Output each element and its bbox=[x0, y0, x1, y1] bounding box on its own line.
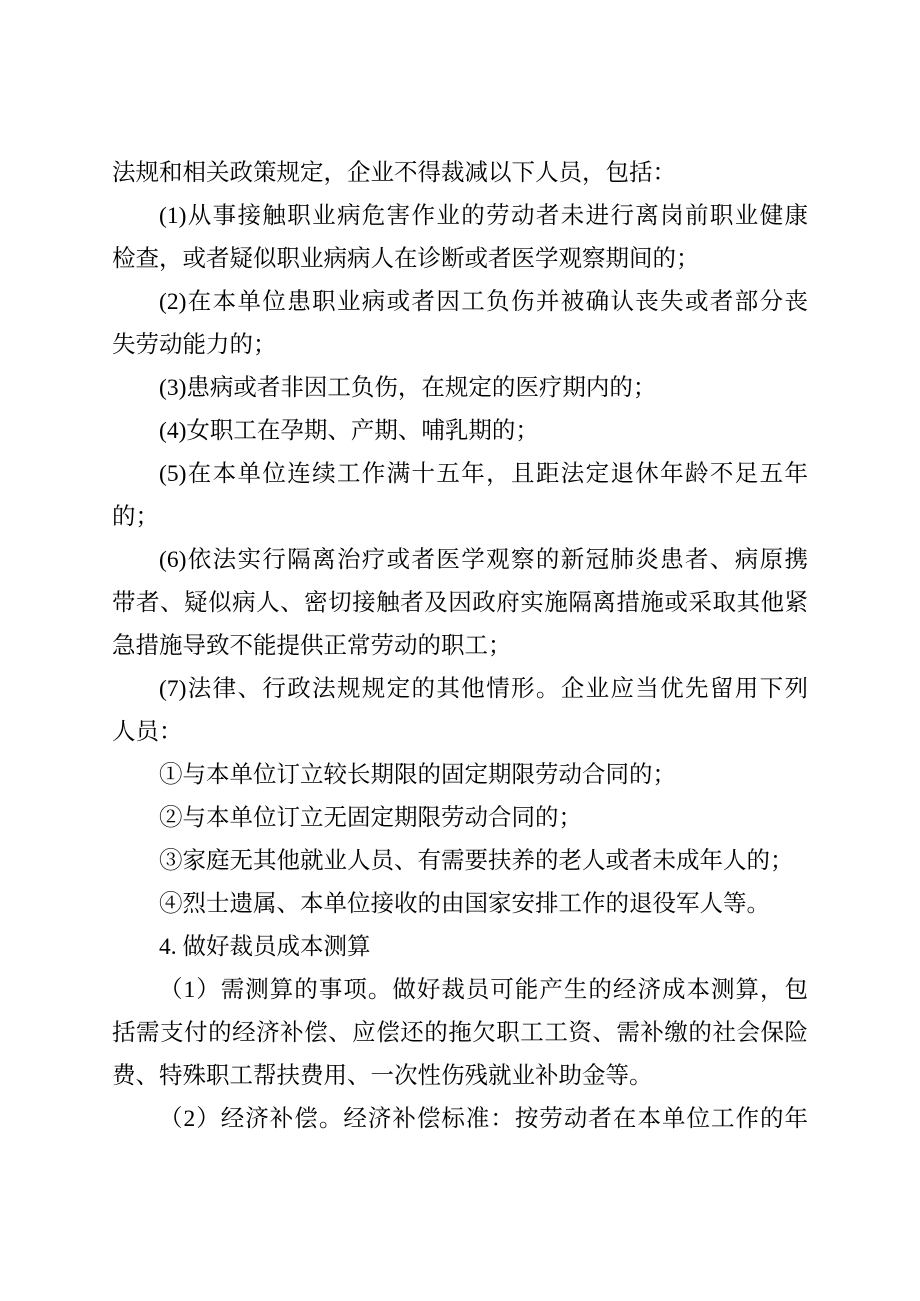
text-line: 的； bbox=[112, 504, 159, 530]
text-line: 法规和相关政策规定，企业不得裁减以下人员，包括： bbox=[112, 160, 676, 186]
text-line: ②与本单位订立无固定期限劳动合同的； bbox=[159, 805, 582, 831]
text-line: （1）需测算的事项。做好裁员可能产生的经济成本测算，包 bbox=[159, 977, 808, 1003]
text-line: 失劳动能力的； bbox=[112, 332, 277, 358]
text-line: (3)患病或者非因工负伤，在规定的医疗期内的； bbox=[159, 375, 657, 401]
text-line: (2)在本单位患职业病或者因工负伤并被确认丧失或者部分丧 bbox=[159, 289, 808, 315]
text-line: (6)依法实行隔离治疗或者医学观察的新冠肺炎患者、病原携 bbox=[159, 547, 808, 573]
text-line: (1)从事接触职业病危害作业的劳动者未进行离岗前职业健康 bbox=[159, 203, 808, 229]
text-line: (4)女职工在孕期、产期、哺乳期的； bbox=[159, 418, 539, 444]
text-line: ③家庭无其他就业人员、有需要扶养的老人或者未成年人的； bbox=[159, 848, 794, 874]
text-line: 费、特殊职工帮扶费用、一次性伤残就业补助金等。 bbox=[112, 1063, 653, 1089]
text-line: 人员： bbox=[112, 719, 183, 745]
text-line: ④烈士遗属、本单位接收的由国家安排工作的退役军人等。 bbox=[159, 891, 770, 917]
text-line: 检查，或者疑似职业病病人在诊断或者医学观察期间的； bbox=[112, 246, 700, 272]
text-line: 急措施导致不能提供正常劳动的职工； bbox=[112, 633, 512, 659]
text-line: (5)在本单位连续工作满十五年，且距法定退休年龄不足五年 bbox=[159, 461, 808, 487]
text-line: 4. 做好裁员成本测算 bbox=[159, 934, 371, 960]
text-line: （2）经济补偿。经济补偿标准：按劳动者在本单位工作的年 bbox=[159, 1106, 808, 1132]
text-line: (7)法律、行政法规规定的其他情形。企业应当优先留用下列 bbox=[159, 676, 808, 702]
text-line: 括需支付的经济补偿、应偿还的拖欠职工工资、需补缴的社会保险 bbox=[112, 1020, 808, 1046]
document-body bbox=[112, 152, 808, 1141]
text-line: ①与本单位订立较长期限的固定期限劳动合同的； bbox=[159, 762, 676, 788]
text-line: 带者、疑似病人、密切接触者及因政府实施隔离措施或采取其他紧 bbox=[112, 590, 808, 616]
